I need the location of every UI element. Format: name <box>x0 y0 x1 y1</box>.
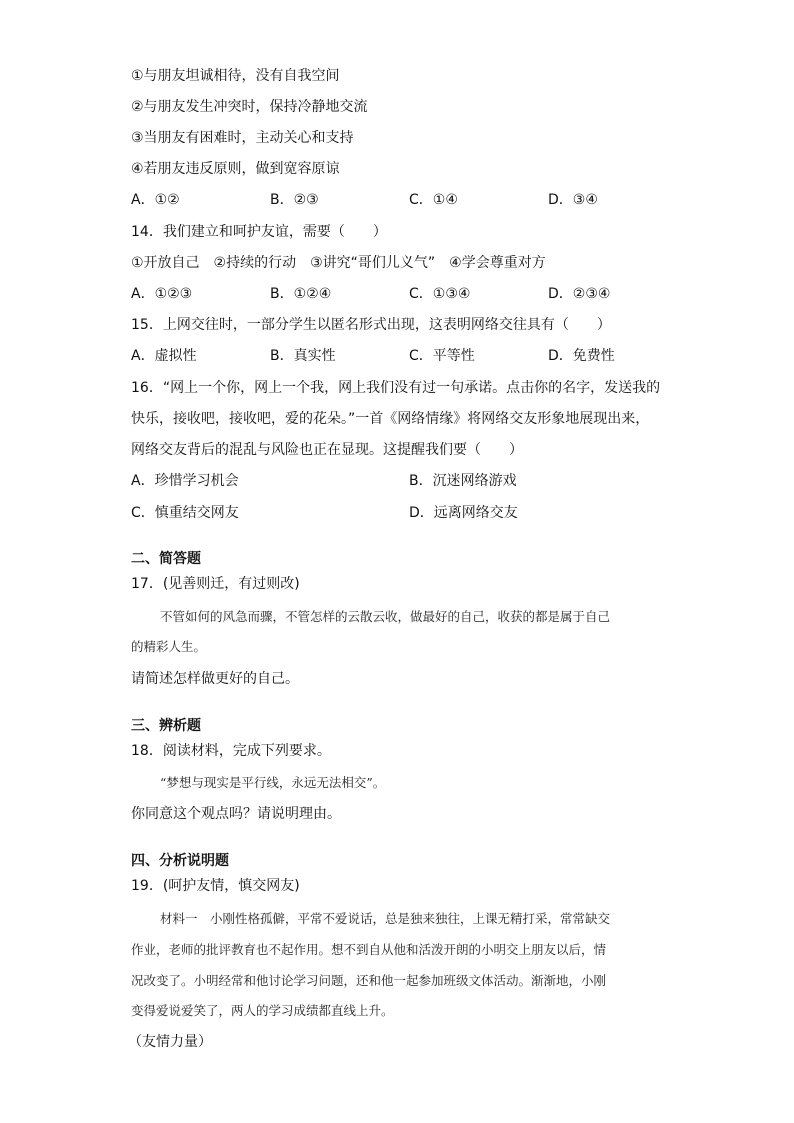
q14-option-a[interactable]: A．①②③ <box>131 286 193 302</box>
q17-prompt: 请简述怎样做更好的自己。 <box>131 671 299 687</box>
q14-stem: 14．我们建立和呵护友谊，需要（ ） <box>131 224 387 240</box>
q16-stem-line-2: 快乐，接收吧，接收吧，爱的花朵。”一首《网络情缘》将网络交友形象地展现出来， <box>131 411 650 427</box>
q16-option-d[interactable]: D．远离网络交友 <box>409 505 518 521</box>
section-heading-explanation: 四、分析说明题 <box>131 853 229 869</box>
q14-option-d[interactable]: D．②③④ <box>548 286 611 302</box>
q14-statements: ①开放自己 ②持续的行动 ③讲究“哥们儿义气” ④学会尊重对方 <box>131 255 546 271</box>
q13-option-b[interactable]: B．②③ <box>270 192 319 208</box>
q19-stem: 19．(呵护友情，慎交网友) <box>131 878 300 894</box>
q17-material-line-1: 不管如何的风急而骤，不管怎样的云散云收，做最好的自己，收获的都是属于自己 <box>160 609 611 624</box>
q15-option-b[interactable]: B．真实性 <box>270 348 336 364</box>
q19-material-line-1: 材料一 小刚性格孤僻，平常不爱说话，总是独来独往，上课无精打采，常常缺交 <box>160 911 611 926</box>
q18-material: “梦想与现实是平行线，永远无法相交”。 <box>160 775 386 790</box>
q13-statement-3: ③当朋友有困难时，主动关心和支持 <box>131 130 354 146</box>
q18-prompt: 你同意这个观点吗？请说明理由。 <box>131 806 341 822</box>
q16-option-c[interactable]: C．慎重结交网友 <box>131 505 239 521</box>
q16-stem-line-1: 16．“网上一个你，网上一个我，网上我们没有过一句承诺。点击你的名字，发送我的 <box>131 380 661 396</box>
q13-statement-4: ④若朋友违反原则，做到宽容原谅 <box>131 161 340 177</box>
q13-statement-2: ②与朋友发生冲突时，保持冷静地交流 <box>131 99 368 115</box>
section-heading-short-answer: 二、简答题 <box>131 551 201 567</box>
q18-stem: 18．阅读材料，完成下列要求。 <box>131 743 331 759</box>
q13-option-a[interactable]: A．①② <box>131 192 180 208</box>
q17-material-line-2: 的精彩人生。 <box>131 639 207 654</box>
q17-stem: 17．(见善则迁，有过则改) <box>131 576 300 592</box>
q15-stem: 15．上网交往时，一部分学生以匿名形式出现，这表明网络交往具有（ ） <box>131 317 611 333</box>
q15-option-d[interactable]: D．免费性 <box>548 348 615 364</box>
section-heading-analysis: 三、辨析题 <box>131 718 201 734</box>
q19-material-line-4: 变得爱说爱笑了，两人的学习成绩都直线上升。 <box>131 1003 394 1018</box>
q14-option-c[interactable]: C．①③④ <box>409 286 471 302</box>
q16-stem-line-3: 网络交友背后的混乱与风险也正在显现。这提醒我们要（ ） <box>131 442 523 458</box>
q15-option-a[interactable]: A．虚拟性 <box>131 348 197 364</box>
q13-option-d[interactable]: D．③④ <box>548 192 598 208</box>
q15-option-c[interactable]: C．平等性 <box>409 348 475 364</box>
q13-statement-1: ①与朋友坦诚相待，没有自我空间 <box>131 68 340 84</box>
q13-option-c[interactable]: C．①④ <box>409 192 458 208</box>
q19-material-line-2: 作业，老师的批评教育也不起作用。想不到自从他和活泼开朗的小明交上朋友以后，情 <box>131 942 607 957</box>
q14-option-b[interactable]: B．①②④ <box>270 286 332 302</box>
q19-label: （友情力量） <box>128 1034 212 1050</box>
q16-option-b[interactable]: B．沉迷网络游戏 <box>409 473 517 489</box>
q19-material-line-3: 况改变了。小明经常和他讨论学习问题，还和他一起参加班级文体活动。渐渐地，小刚 <box>131 973 607 988</box>
q16-option-a[interactable]: A．珍惜学习机会 <box>131 473 239 489</box>
